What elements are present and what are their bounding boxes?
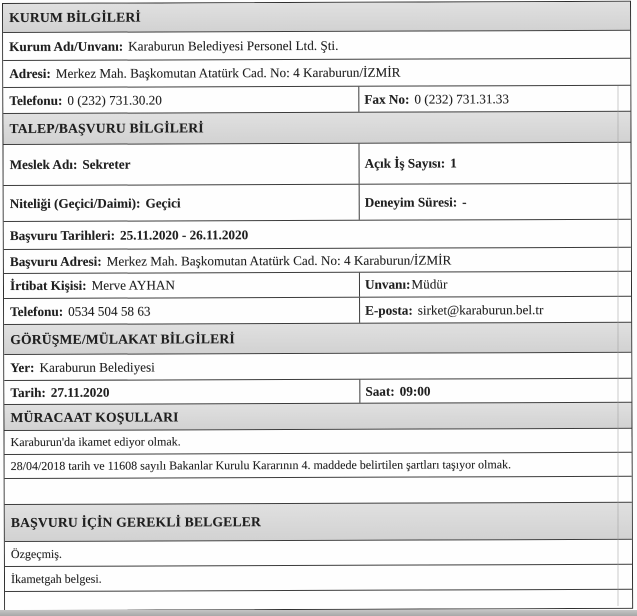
cell-irtibat [4,273,359,298]
section-title: MÜRACAAT KOŞULLARI [10,408,179,425]
row-telefon-fax [3,85,630,113]
condition-text: Karaburun'da ikamet ediyor olmak. [10,434,181,449]
field-label: E-posta: [365,302,413,318]
field-label: Unvanı: [364,276,411,292]
field-value: Geçici [145,194,181,211]
section-header-muracaat [4,402,631,430]
section-header-kurum [3,2,630,32]
field-label: Kurum Adı/Unvanı: [9,38,124,54]
field-label: Tarih: [10,384,46,400]
field-value: - [462,193,467,209]
empty-row [5,589,632,610]
cell-acik-is [358,143,630,184]
row-kosul-2 [5,452,632,478]
field-value: Müdür [411,276,448,292]
field-value: 25.11.2020 - 26.11.2020 [119,226,249,243]
field-label: Telefonu: [10,303,64,319]
row-yer [4,352,631,380]
field-value: Merve AYHAN [91,277,175,293]
row-nitelik-deneyim [4,183,631,221]
field-value: 0 (232) 731.31.33 [414,90,509,107]
cell-eposta [359,297,631,323]
field-value: 0534 504 58 63 [68,302,151,319]
cell-unvan [359,272,631,297]
section-header-belgeler [5,502,632,541]
row-kosul-1 [4,428,631,454]
field-label: İrtibat Kişisi: [9,277,87,293]
section-title: BAŞVURU İÇİN GEREKLİ BELGELER [10,514,262,530]
cell-fax [358,86,630,112]
row-irtibat-unvan [4,271,631,298]
field-label: Başvuru Tarihleri: [9,227,115,243]
field-value: Sekreter [82,156,131,172]
section-title: KURUM BİLGİLERİ [9,9,141,25]
row-adresi [3,58,630,87]
field-label: Adresi: [9,65,51,81]
form-table [2,1,633,611]
field-value: sirket@karaburun.bel.tr [417,301,544,318]
row-telefon-eposta [4,296,631,324]
field-label: Başvuru Adresi: [9,253,102,269]
cell-telefonu [3,87,358,113]
cell-meslek [3,144,358,185]
row-belge-1 [5,539,632,566]
cell-nitelik [4,185,359,221]
row-basvuru-adresi [4,247,631,273]
field-label: Açık İş Sayısı: [364,155,446,171]
row-tarih-saat [4,378,631,404]
field-value: Karaburun Belediyesi [39,358,155,375]
field-label: Deneyim Süresi: [364,193,458,210]
field-value: Merkez Mah. Başkomutan Atatürk Cad. No: 4 Karaburun/İZMİR [55,64,401,81]
section-header-talep [3,111,630,144]
page-bottom-edge [0,610,637,616]
row-kurum-adi [3,30,630,60]
scan-fold-artifact [617,86,619,606]
field-label: Meslek Adı: [9,156,78,172]
cell-deneyim [359,184,631,220]
row-basvuru-tarihleri [4,219,631,249]
condition-text: 28/04/2018 tarih ve 11608 sayılı Bakanlar Kurulu Kararının 4. maddede belirtilen şartları taşıyor olmak. [10,457,512,473]
field-value: 27.11.2020 [50,384,110,400]
row-meslek-acikis [3,142,630,185]
section-title: TALEP/BAŞVURU BİLGİLERİ [9,120,204,136]
row-belge-2 [5,564,632,591]
cell-saat [359,379,631,403]
field-value: Merkez Mah. Başkomutan Atatürk Cad. No: 4 Karaburun/İZMİR [106,251,452,269]
field-label: Fax No: [364,91,410,107]
section-header-gorusme [4,322,631,354]
field-value: 09:00 [399,383,431,399]
field-value: 1 [450,155,457,171]
field-label: Niteliği (Geçici/Daimi): [9,195,141,211]
empty-row [5,476,632,504]
field-value: 0 (232) 731.30.20 [67,91,162,108]
cell-tarih [4,380,359,404]
field-label: Saat: [365,383,395,399]
field-value: Karaburun Belediyesi Personel Ltd. Şti. [128,37,339,54]
field-label: Yer: [10,359,35,375]
field-label: Telefonu: [9,92,63,108]
cell-telefon [4,298,359,324]
section-title: GÖRÜŞME/MÜLAKAT BİLGİLERİ [10,330,235,347]
document-text: Özgeçmiş. [10,546,62,561]
document-text: İkametgah belgesi. [10,571,102,586]
